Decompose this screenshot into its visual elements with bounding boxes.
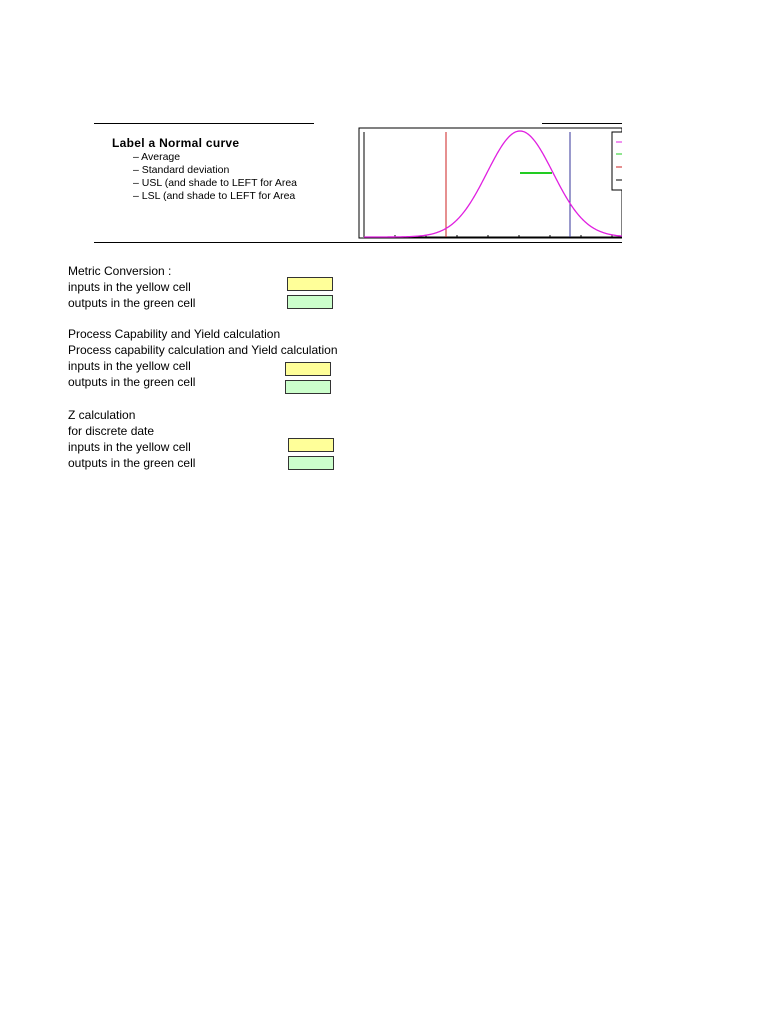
bullet-usl: – USL (and shade to LEFT for Area [133,177,298,189]
bullet-average: – Average [133,151,181,163]
z-outputs-label: outputs in the green cell [68,456,196,470]
process-input-cell[interactable] [285,362,331,376]
process-inputs-label: inputs in the yellow cell [68,359,191,373]
z-calculation-subtitle: for discrete date [68,424,155,438]
z-input-cell[interactable] [288,438,334,452]
process-capability-subtitle: Process capability calculation and Yield calculation [68,343,338,357]
z-inputs-label: inputs in the yellow cell [68,440,191,454]
legend-box [612,132,622,190]
top-right-rule [542,123,622,124]
bottom-rule [94,242,622,243]
process-output-cell[interactable] [285,380,331,394]
process-outputs-label: outputs in the green cell [68,375,196,389]
bullet-lsl: – LSL (and shade to LEFT for Area [133,190,296,202]
bullet-list [133,151,297,203]
curve-title: Label a Normal curve [112,136,240,150]
metric-input-cell[interactable] [287,277,333,291]
z-calculation-section [68,407,195,471]
metric-output-cell[interactable] [287,295,333,309]
z-output-cell[interactable] [288,456,334,470]
bullet-std-dev: – Standard deviation [133,164,230,176]
top-left-rule [94,123,314,124]
normal-curve-chart [356,126,622,242]
metric-outputs-label: outputs in the green cell [68,296,196,310]
chart-frame [359,128,622,238]
metric-inputs-label: inputs in the yellow cell [68,280,191,294]
process-capability-title: Process Capability and Yield calculation [68,327,281,341]
metric-conversion-section [68,263,195,311]
metric-conversion-title: Metric Conversion : [68,264,172,278]
z-calculation-title: Z calculation [68,408,136,422]
